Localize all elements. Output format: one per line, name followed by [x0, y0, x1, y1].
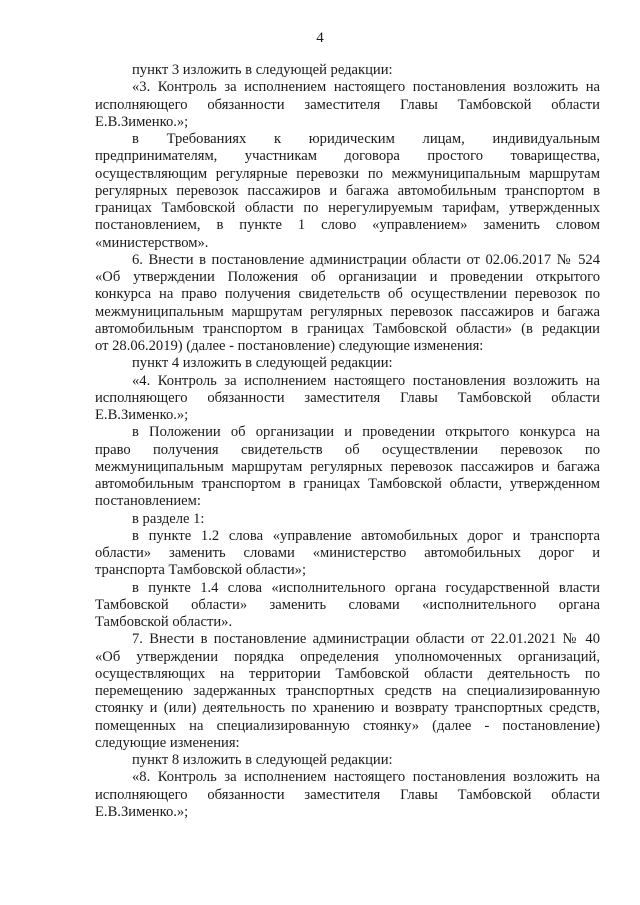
text-line: пункт 4 изложить в следующей редакции:: [132, 355, 393, 372]
text-line: в разделе 1:: [132, 510, 205, 527]
text-line: регулярных перевозок пассажиров и багажа автомобильным транспортом в: [95, 182, 600, 199]
text-line: в Положении об организации и проведении открытого конкурса на: [132, 424, 600, 441]
text-line: области» заменить словами «министерство автомобильных дорог и: [95, 545, 600, 561]
text-line: «3. Контроль за исполнением настоящего постановления возложить на: [132, 79, 600, 96]
text-line: автомобильным транспортом в границах Тамбовской области, утвержденном: [95, 476, 600, 492]
text-line: постановлением, в пункте 1 слово «управлением» заменить словом: [95, 217, 600, 234]
text-line: «Об утверждении Положения об организации и проведении открытого: [95, 269, 600, 285]
document-body: [95, 62, 600, 821]
text-line: предпринимателям, участникам договора простого товарищества,: [95, 148, 600, 165]
text-line: Е.В.Зименко.»;: [95, 803, 189, 820]
page-number: 4: [316, 30, 324, 46]
text-line: 7. Внести в постановление администрации области от 22.01.2021 № 40: [132, 631, 600, 648]
text-line: осуществляющих на территории Тамбовской области деятельность по: [95, 665, 600, 682]
text-line: Е.В.Зименко.»;: [95, 407, 189, 423]
text-line: в Требованиях к юридическим лицам, индивидуальным: [132, 131, 600, 147]
text-line: право получения свидетельств об осуществлении перевозок по: [95, 441, 600, 458]
text-line: помещенных на специализированную стоянку» (далее - постановление): [95, 717, 600, 734]
text-line: исполняющего обязанности заместителя Главы Тамбовской области: [95, 96, 600, 113]
text-line: пункт 8 изложить в следующей редакции:: [132, 752, 393, 768]
text-line: пункт 3 изложить в следующей редакции:: [132, 62, 393, 78]
text-line: исполняющего обязанности заместителя Главы Тамбовской области: [95, 786, 600, 803]
text-line: «4. Контроль за исполнением настоящего постановления возложить на: [132, 372, 600, 389]
text-line: Тамбовской области» заменить словами «исполнительного органа: [95, 596, 600, 613]
text-line: Е.В.Зименко.»;: [95, 113, 189, 130]
text-line: исполняющего обязанности заместителя Главы Тамбовской области: [95, 389, 600, 406]
text-line: автомобильным транспортом в границах Тамбовской области» (в редакции: [95, 320, 600, 337]
text-line: «Об утверждении порядка определения уполномоченных организаций,: [95, 648, 600, 665]
text-line: в пункте 1.4 слова «исполнительного органа государственной власти: [132, 579, 600, 596]
text-line: «министерством».: [95, 234, 209, 251]
text-line: границах Тамбовской области по нерегулируемым тарифам, утвержденных: [95, 200, 600, 216]
text-line: от 28.06.2019) (далее - постановление) следующие изменения:: [95, 338, 484, 354]
text-line: 6. Внести в постановление администрации области от 02.06.2017 № 524: [132, 251, 600, 268]
text-line: межмуниципальным маршрутам регулярных перевозок пассажиров и багажа: [95, 458, 600, 475]
text-line: осуществляющим регулярные перевозки по межмуниципальным маршрутам: [95, 165, 600, 182]
text-line: следующие изменения:: [95, 734, 240, 751]
text-line: транспорта Тамбовской области»;: [95, 562, 307, 579]
text-line: постановлением:: [95, 493, 201, 510]
text-line: конкурса на право получения свидетельств об осуществлении перевозок по: [95, 286, 600, 303]
text-line: межмуниципальным маршрутам регулярных перевозок пассажиров и багажа: [95, 303, 600, 320]
text-line: Тамбовской области».: [95, 614, 233, 630]
text-line: в пункте 1.2 слова «управление автомобильных дорог и транспорта: [132, 527, 600, 544]
text-line: «8. Контроль за исполнением настоящего постановления возложить на: [132, 769, 600, 786]
text-line: перемещению задержанных транспортных средств на специализированную: [95, 683, 600, 699]
text-line: стоянку и (или) деятельность по хранению и возврату транспортных средств,: [95, 700, 600, 717]
